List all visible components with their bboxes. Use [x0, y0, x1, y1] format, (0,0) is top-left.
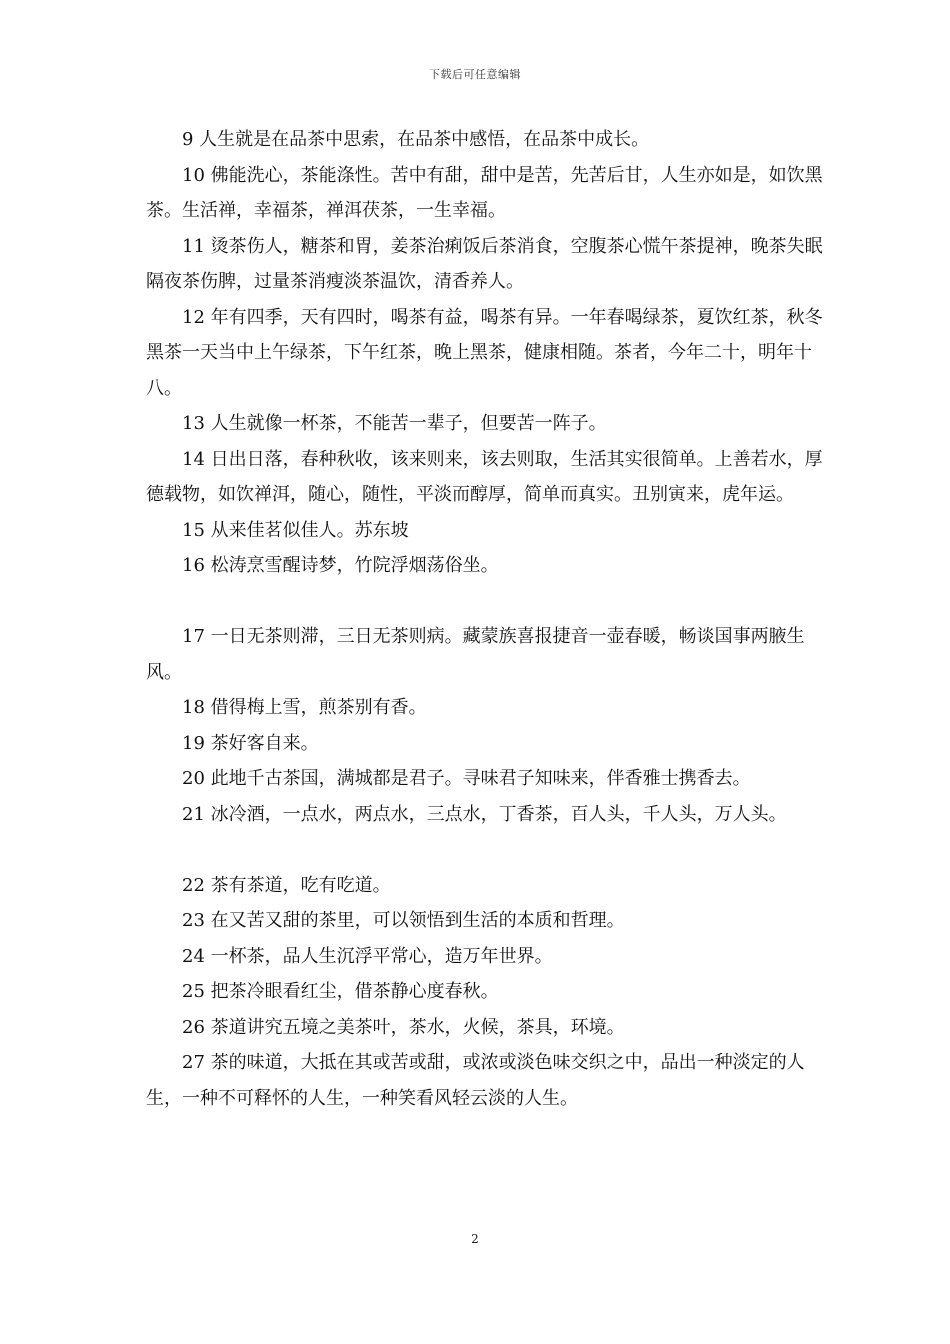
- paragraph-16: 16 松涛烹雪醒诗梦，竹院浮烟荡俗坐。: [182, 555, 499, 576]
- paragraph-17: 17 一日无茶则滞，三日无茶则病。藏蒙族喜报捷音一壶春暖，畅谈国事两腋生风。: [146, 626, 805, 683]
- paragraph-20: 20 此地千古茶国，满城都是君子。寻味君子知味来，伴香雅士携香去。: [182, 768, 751, 789]
- paragraph-24: 24 一杯茶，品人生沉浮平常心，造万年世界。: [182, 945, 553, 967]
- paragraph-23: 23 在又苦又甜的茶里，可以领悟到生活的本质和哲理。: [182, 910, 625, 931]
- paragraph-26: 26 茶道讲究五境之美茶叶，茶水，火候，茶具，环境。: [182, 1016, 625, 1038]
- blank-line: [146, 584, 826, 620]
- document-body: [146, 122, 826, 1116]
- paragraph-25: 25 把茶冷眼看红尘，借茶静心度春秋。: [182, 981, 499, 1002]
- paragraph-14: 14 日出日落，春种秋收，该来则来，该去则取，生活其实很简单。上善若水，厚德载物，如饮禅洱，随心，随性，平淡而醇厚，简单而真实。丑别寅来，虎年运。: [146, 448, 823, 505]
- paragraph-15: 15 从来佳茗似佳人。苏东坡: [182, 519, 409, 541]
- paragraph-12: 12 年有四季，天有四时，喝茶有益，喝茶有异。一年春喝绿茶，夏饮红茶，秋冬黑茶一天当中上午绿茶，下午红茶，晚上黑茶，健康相随。茶者，今年二十，明年十八。: [146, 306, 823, 399]
- paragraph-27: 27 茶的味道，大抵在其或苦或甜，或浓或淡色味交织之中，品出一种淡定的人生，一种不可释怀的人生，一种笑看风轻云淡的人生。: [146, 1052, 805, 1109]
- paragraph-21: 21 冰冷酒，一点水，两点水，三点水，丁香茶，百人头，千人头，万人头。: [182, 803, 787, 825]
- paragraph-18: 18 借得梅上雪，煎茶别有香。: [182, 697, 427, 718]
- paragraph-11: 11 烫茶伤人，糖茶和胃，姜茶治痢饭后茶消食，空腹茶心慌午茶提神，晚茶失眠隔夜茶伤脾，过量茶消瘦淡茶温饮，清香养人。: [146, 235, 823, 292]
- page-number: 2: [471, 1232, 479, 1246]
- paragraph-10: 10 佛能洗心，茶能涤性。苦中有甜，甜中是苦，先苦后甘，人生亦如是，如饮黑茶。生活禅，幸福茶，禅洱茯茶，一生幸福。: [146, 164, 823, 221]
- paragraph-19: 19 茶好客自来。: [182, 732, 319, 754]
- paragraph-9: 9 人生就是在品茶中思索，在品茶中感悟，在品茶中成长。: [182, 129, 650, 150]
- paragraph-22: 22 茶有茶道，吃有吃道。: [182, 874, 391, 896]
- paragraph-13: 13 人生就像一杯茶，不能苦一辈子，但要苦一阵子。: [182, 413, 607, 434]
- page-header: 下载后可任意编辑: [429, 68, 521, 81]
- blank-line: [146, 832, 826, 868]
